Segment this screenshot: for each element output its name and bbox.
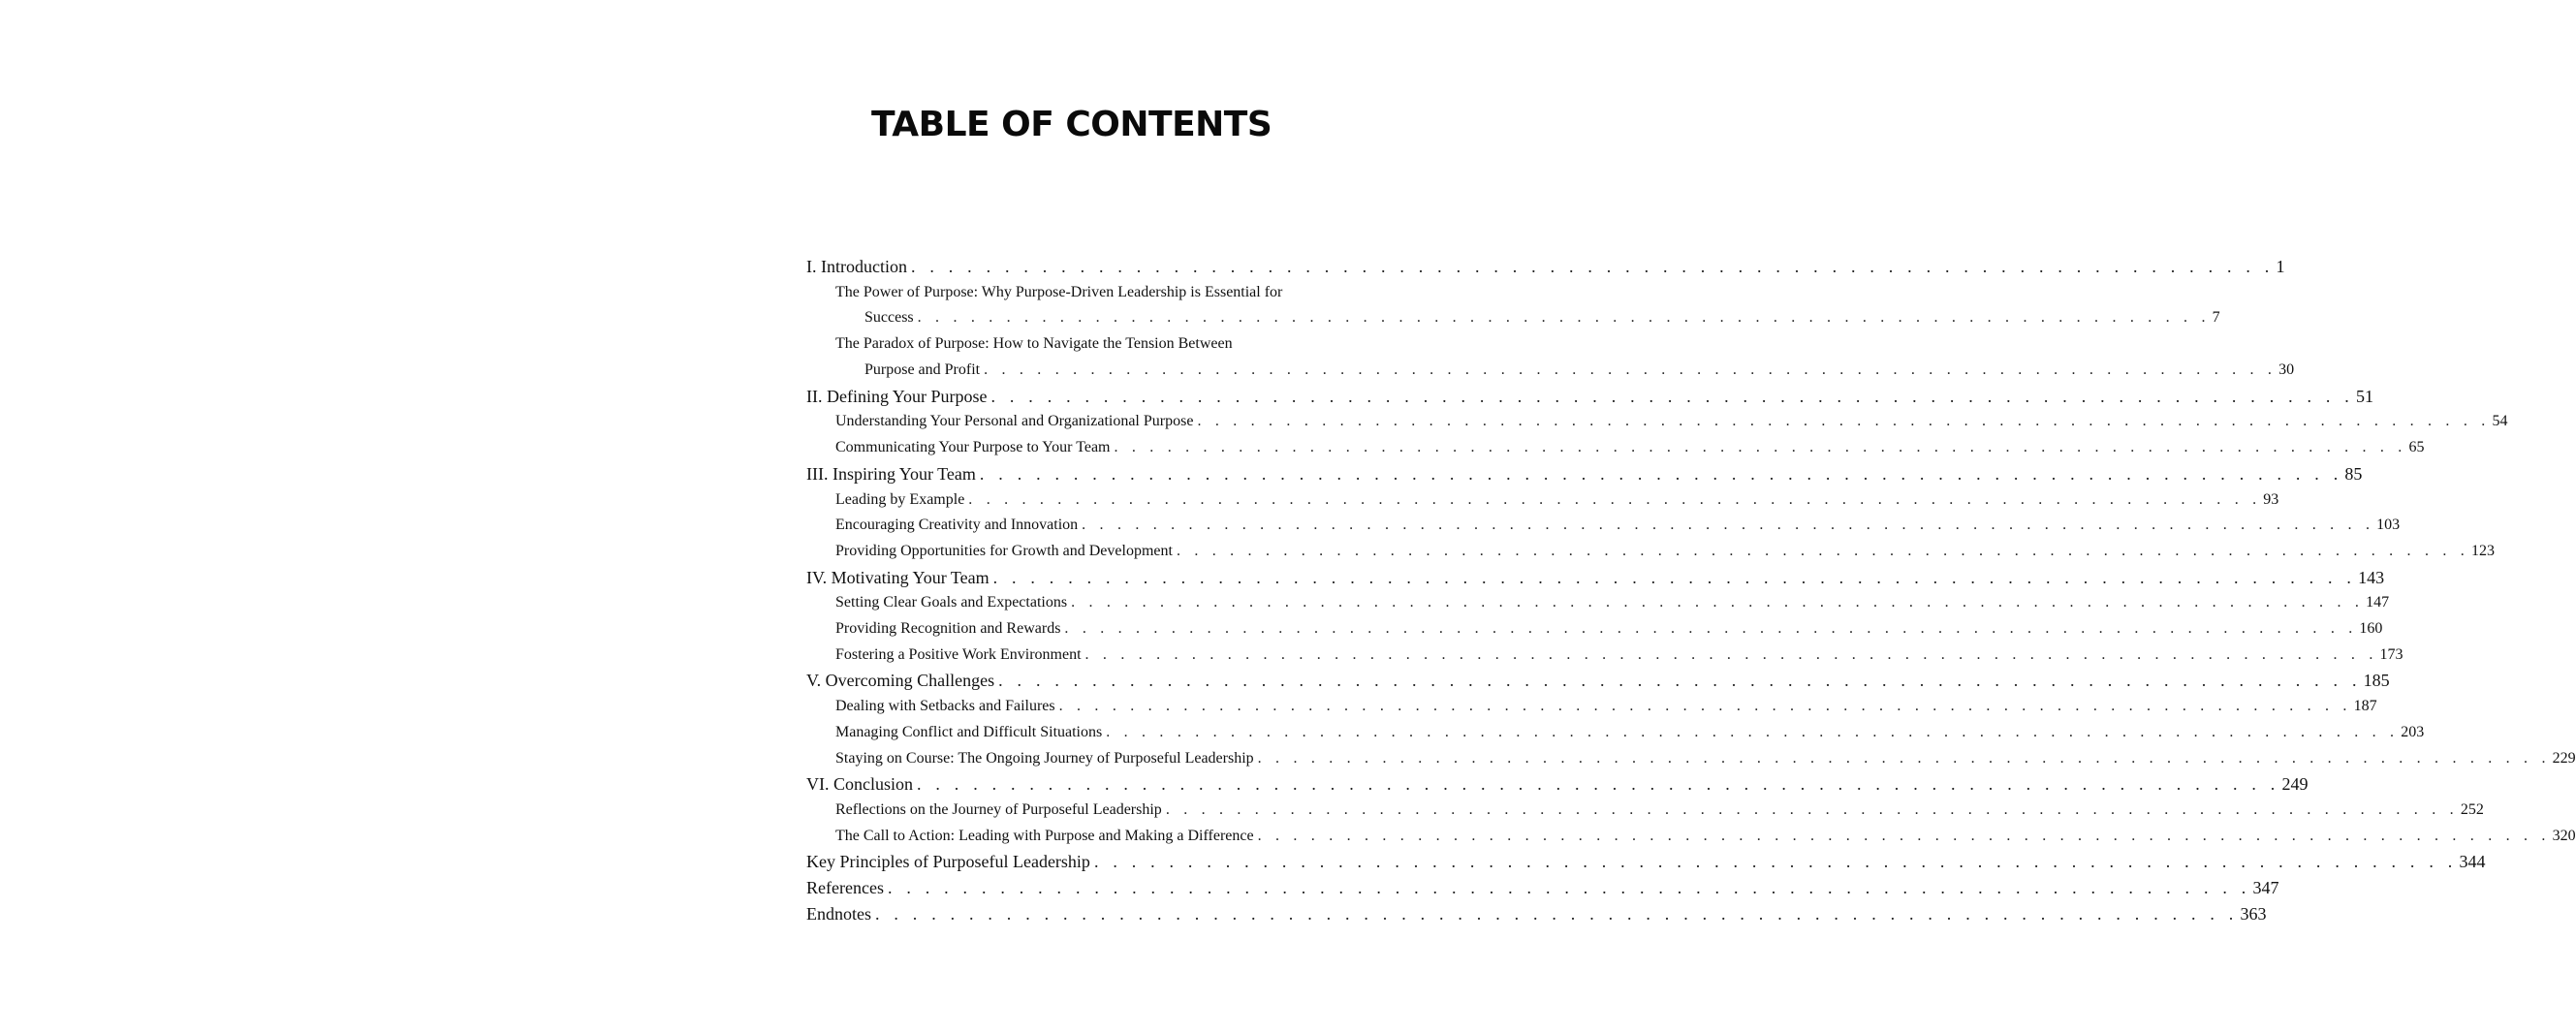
toc-entry-line bbox=[806, 565, 2385, 591]
toc-entry-line bbox=[806, 642, 2403, 669]
toc-entry[interactable] bbox=[806, 668, 2390, 694]
toc-page-number: 54 bbox=[2492, 413, 2508, 430]
toc-page-number: 85 bbox=[2344, 463, 2363, 484]
toc-dot-leader: . . . . . . . . . . . . . . . . . . . . . . . . . . . . . . . . . . . . . . . . . . . . . . . . . . . . . . . . . . . . . . . . . . . . . . . . . bbox=[1058, 698, 2352, 715]
toc-entry-line bbox=[806, 901, 2267, 927]
toc-entry-line bbox=[806, 539, 2495, 565]
toc-page-number: 185 bbox=[2363, 671, 2390, 691]
toc-entry-line bbox=[806, 720, 2425, 746]
toc-page-number: 249 bbox=[2281, 774, 2309, 795]
toc-page-number: 203 bbox=[2401, 723, 2425, 740]
toc-dot-leader: . . . . . . . . . . . . . . . . . . . . . . . . . . . . . . . . . . . . . . . . . . . . . . . . . . . . . . . . . . . . . . . . . . . . . . . . . bbox=[968, 490, 2262, 508]
toc-entry-line bbox=[806, 590, 2390, 616]
toc-dot-leader: . . . . . . . . . . . . . . . . . . . . . . . . . . . . . . . . . . . . . . . . . . . . . . . . . . . . . . . . . . . . . . . . . . . . . . . . . bbox=[1165, 801, 2459, 819]
toc-entry-title: Understanding Your Personal and Organizational Purpose bbox=[835, 413, 1194, 430]
toc-dot-leader: . . . . . . . . . . . . . . . . . . . . . . . . . . . . . . . . . . . . . . . . . . . . . . . . . . . . . . . . . . . . . . . . . . . . . . . . . bbox=[917, 309, 2211, 327]
toc-page-number: 30 bbox=[2278, 360, 2295, 378]
toc-entry[interactable] bbox=[806, 565, 2385, 591]
toc-entry-title: Communicating Your Purpose to Your Team bbox=[835, 439, 1111, 456]
toc-entry-title: VI. Conclusion bbox=[806, 774, 913, 795]
toc-dot-leader: . . . . . . . . . . . . . . . . . . . . . . . . . . . . . . . . . . . . . . . . . . . . . . . . . . . . . . . . . . . . . . . . . . . . . . . . . bbox=[984, 360, 2278, 378]
toc-entry[interactable] bbox=[806, 409, 2508, 435]
toc-entry[interactable] bbox=[806, 280, 2220, 331]
toc-dot-leader: . . . . . . . . . . . . . . . . . . . . . . . . . . . . . . . . . . . . . . . . . . . . . . . . . . . . . . . . . . . . . . . . . . . . . . . . . bbox=[1114, 439, 2407, 456]
toc-entry[interactable] bbox=[806, 513, 2401, 539]
toc-entry-line bbox=[806, 358, 2295, 384]
toc-entry-line bbox=[806, 331, 1312, 358]
toc-entry-title: IV. Motivating Your Team bbox=[806, 567, 990, 587]
toc-dot-leader: . . . . . . . . . . . . . . . . . . . . . . . . . . . . . . . . . . . . . . . . . . . . . . . . . . . . . . . . . . . . . . . . . . . . . . . . . bbox=[1176, 542, 2469, 559]
toc-dot-leader: . . . . . . . . . . . . . . . . . . . . . . . . . . . . . . . . . . . . . . . . . . . . . . . . . . . . . . . . . . . . . . . . . . . . . . . . . bbox=[990, 386, 2354, 406]
toc-dot-leader: . . . . . . . . . . . . . . . . . . . . . . . . . . . . . . . . . . . . . . . . . . . . . . . . . . . . . . . . . . . . . . . . . . . . . . . . . bbox=[979, 463, 2343, 484]
toc-entry[interactable] bbox=[806, 875, 2279, 901]
toc-entry-title: Endnotes bbox=[806, 904, 871, 924]
toc-dot-leader: . . . . . . . . . . . . . . . . . . . . . . . . . . . . . . . . . . . . . . . . . . . . . . . . . . . . . . . . . . . . . . . . . . . . . . . . . bbox=[1064, 620, 2358, 638]
toc-page-number: 7 bbox=[2212, 309, 2220, 327]
toc-entry-line bbox=[806, 694, 2377, 720]
toc-entry-title: Key Principles of Purposeful Leadership bbox=[806, 852, 1090, 872]
toc-entry-line bbox=[806, 616, 2383, 642]
toc-entry-title: Leading by Example bbox=[835, 490, 965, 508]
toc-entry-title: III. Inspiring Your Team bbox=[806, 463, 976, 484]
toc-dot-leader: . . . . . . . . . . . . . . . . . . . . . . . . . . . . . . . . . . . . . . . . . . . . . . . . . . . . . . . . . . . . . . . . . . . . . . . . . bbox=[1106, 723, 2400, 740]
toc-entry-line bbox=[806, 668, 2390, 694]
toc-entry-title-continuation: Success bbox=[864, 309, 914, 327]
toc-entry[interactable] bbox=[806, 746, 2576, 772]
toc-entry-line bbox=[806, 875, 2279, 901]
toc-entry-title: Fostering a Positive Work Environment bbox=[835, 645, 1082, 663]
toc-dot-leader: . . . . . . . . . . . . . . . . . . . . . . . . . . . . . . . . . . . . . . . . . . . . . . . . . . . . . . . . . . . . . . . . . . . . . . . . . bbox=[1071, 594, 2365, 611]
toc-entry[interactable] bbox=[806, 590, 2390, 616]
toc-entry-title: Staying on Course: The Ongoing Journey of Purposeful Leadership bbox=[835, 749, 1254, 767]
toc-entry-title: Encouraging Creativity and Innovation bbox=[835, 517, 1079, 534]
toc-entry-line bbox=[806, 254, 2285, 280]
toc-dot-leader: . . . . . . . . . . . . . . . . . . . . . . . . . . . . . . . . . . . . . . . . . . . . . . . . . . . . . . . . . . . . . . . . . . . . . . . . . bbox=[1084, 645, 2378, 663]
toc-dot-leader: . . . . . . . . . . . . . . . . . . . . . . . . . . . . . . . . . . . . . . . . . . . . . . . . . . . . . . . . . . . . . . . . . . . . . . . . . bbox=[887, 878, 2251, 898]
toc-entry[interactable] bbox=[806, 798, 2484, 824]
toc-entry-line bbox=[806, 824, 2576, 850]
toc-entry[interactable] bbox=[806, 720, 2425, 746]
toc-entry[interactable] bbox=[806, 254, 2285, 280]
toc-entry[interactable] bbox=[806, 616, 2383, 642]
toc-dot-leader: . . . . . . . . . . . . . . . . . . . . . . . . . . . . . . . . . . . . . . . . . . . . . . . . . . . . . . . . . . . . . . . . . . . . . . . . . bbox=[1257, 749, 2551, 767]
toc-dot-leader: . . . . . . . . . . . . . . . . . . . . . . . . . . . . . . . . . . . . . . . . . . . . . . . . . . . . . . . . . . . . . . . . . . . . . . . . . bbox=[992, 567, 2357, 587]
toc-entry-title: Reflections on the Journey of Purposeful Leadership bbox=[835, 801, 1162, 819]
toc-entry-line bbox=[806, 280, 1312, 306]
toc-entry-title: Providing Recognition and Rewards bbox=[835, 620, 1061, 638]
toc-entry-line bbox=[806, 513, 2401, 539]
toc-entry[interactable] bbox=[806, 384, 2373, 410]
toc-entry[interactable] bbox=[806, 824, 2576, 850]
toc-dot-leader: . . . . . . . . . . . . . . . . . . . . . . . . . . . . . . . . . . . . . . . . . . . . . . . . . . . . . . . . . . . . . . . . . . . . . . . . . bbox=[1257, 827, 2551, 844]
toc-entry-line bbox=[806, 746, 2576, 772]
toc-page-number: 187 bbox=[2353, 698, 2377, 715]
toc-page-number: 252 bbox=[2460, 801, 2484, 819]
toc-entry-title: Setting Clear Goals and Expectations bbox=[835, 594, 1068, 611]
toc-entry-title: The Power of Purpose: Why Purpose-Driven Leadership is Essential for bbox=[835, 283, 1283, 300]
left-blank-page bbox=[0, 0, 694, 1034]
toc-dot-leader: . . . . . . . . . . . . . . . . . . . . . . . . . . . . . . . . . . . . . . . . . . . . . . . . . . . . . . . . . . . . . . . . . . . . . . . . . bbox=[917, 774, 2280, 795]
toc-dot-leader: . . . . . . . . . . . . . . . . . . . . . . . . . . . . . . . . . . . . . . . . . . . . . . . . . . . . . . . . . . . . . . . . . . . . . . . . . bbox=[1197, 413, 2491, 430]
toc-entry-title: II. Defining Your Purpose bbox=[806, 386, 988, 406]
toc-page-number: 103 bbox=[2376, 517, 2401, 534]
toc-entry[interactable] bbox=[806, 694, 2377, 720]
toc-page-number: 51 bbox=[2356, 386, 2373, 406]
toc-entry[interactable] bbox=[806, 771, 2309, 798]
toc-page-number: 173 bbox=[2379, 645, 2403, 663]
toc-entry-title: V. Overcoming Challenges bbox=[806, 671, 995, 691]
toc-entry-title: Dealing with Setbacks and Failures bbox=[835, 698, 1055, 715]
toc-entry[interactable] bbox=[806, 435, 2425, 461]
page-title: TABLE OF CONTENTS bbox=[871, 105, 1272, 144]
toc-list bbox=[806, 254, 2576, 927]
toc-entry[interactable] bbox=[806, 331, 2295, 383]
toc-entry-title: I. Introduction bbox=[806, 257, 907, 276]
toc-entry-title-continuation: Purpose and Profit bbox=[864, 360, 981, 378]
toc-entry-line bbox=[806, 435, 2425, 461]
toc-page-number: 344 bbox=[2459, 852, 2486, 872]
toc-entry-line bbox=[806, 798, 2484, 824]
toc-dot-leader: . . . . . . . . . . . . . . . . . . . . . . . . . . . . . . . . . . . . . . . . . . . . . . . . . . . . . . . . . . . . . . . . . . . . . . . . . bbox=[998, 671, 2362, 691]
toc-page bbox=[694, 0, 2576, 1034]
toc-entry-title: References bbox=[806, 878, 884, 898]
toc-entry[interactable] bbox=[806, 539, 2495, 565]
toc-entry-title: Providing Opportunities for Growth and Development bbox=[835, 542, 1173, 559]
toc-entry-line bbox=[806, 461, 2363, 487]
toc-page-number: 229 bbox=[2552, 749, 2576, 767]
toc-entry[interactable] bbox=[806, 487, 2279, 514]
toc-page-number: 65 bbox=[2408, 439, 2425, 456]
toc-page-number: 1 bbox=[2276, 257, 2285, 276]
toc-page-number: 363 bbox=[2240, 904, 2267, 924]
toc-entry[interactable] bbox=[806, 461, 2363, 487]
toc-page-number: 347 bbox=[2252, 878, 2279, 898]
toc-entry-line bbox=[806, 409, 2508, 435]
toc-entry-line bbox=[806, 487, 2279, 514]
toc-entry-line bbox=[806, 849, 2486, 875]
toc-entry-line bbox=[806, 384, 2373, 410]
toc-dot-leader: . . . . . . . . . . . . . . . . . . . . . . . . . . . . . . . . . . . . . . . . . . . . . . . . . . . . . . . . . . . . . . . . . . . . . . . . . bbox=[1093, 852, 2458, 872]
toc-page-number: 123 bbox=[2470, 542, 2495, 559]
toc-dot-leader: . . . . . . . . . . . . . . . . . . . . . . . . . . . . . . . . . . . . . . . . . . . . . . . . . . . . . . . . . . . . . . . . . . . . . . . . . bbox=[875, 904, 2239, 924]
toc-entry[interactable] bbox=[806, 642, 2403, 669]
toc-entry-title: Managing Conflict and Difficult Situations bbox=[835, 723, 1103, 740]
toc-page-number: 320 bbox=[2552, 827, 2576, 844]
toc-page-number: 147 bbox=[2366, 594, 2390, 611]
toc-page-number: 143 bbox=[2358, 567, 2385, 587]
toc-dot-leader: . . . . . . . . . . . . . . . . . . . . . . . . . . . . . . . . . . . . . . . . . . . . . . . . . . . . . . . . . . . . . . . . . . . . . . . . . bbox=[1082, 517, 2375, 534]
toc-dot-leader: . . . . . . . . . . . . . . . . . . . . . . . . . . . . . . . . . . . . . . . . . . . . . . . . . . . . . . . . . . . . . . . . . . . . . . . . . bbox=[910, 257, 2275, 276]
toc-entry-title: The Paradox of Purpose: How to Navigate the Tension Between bbox=[835, 335, 1233, 353]
toc-entry[interactable] bbox=[806, 901, 2267, 927]
toc-entry-line bbox=[806, 305, 2220, 331]
toc-entry[interactable] bbox=[806, 849, 2486, 875]
toc-page-number: 160 bbox=[2359, 620, 2383, 638]
toc-entry-line bbox=[806, 771, 2309, 798]
toc-entry-title: The Call to Action: Leading with Purpose and Making a Difference bbox=[835, 827, 1254, 844]
toc-page-number: 93 bbox=[2263, 490, 2279, 508]
